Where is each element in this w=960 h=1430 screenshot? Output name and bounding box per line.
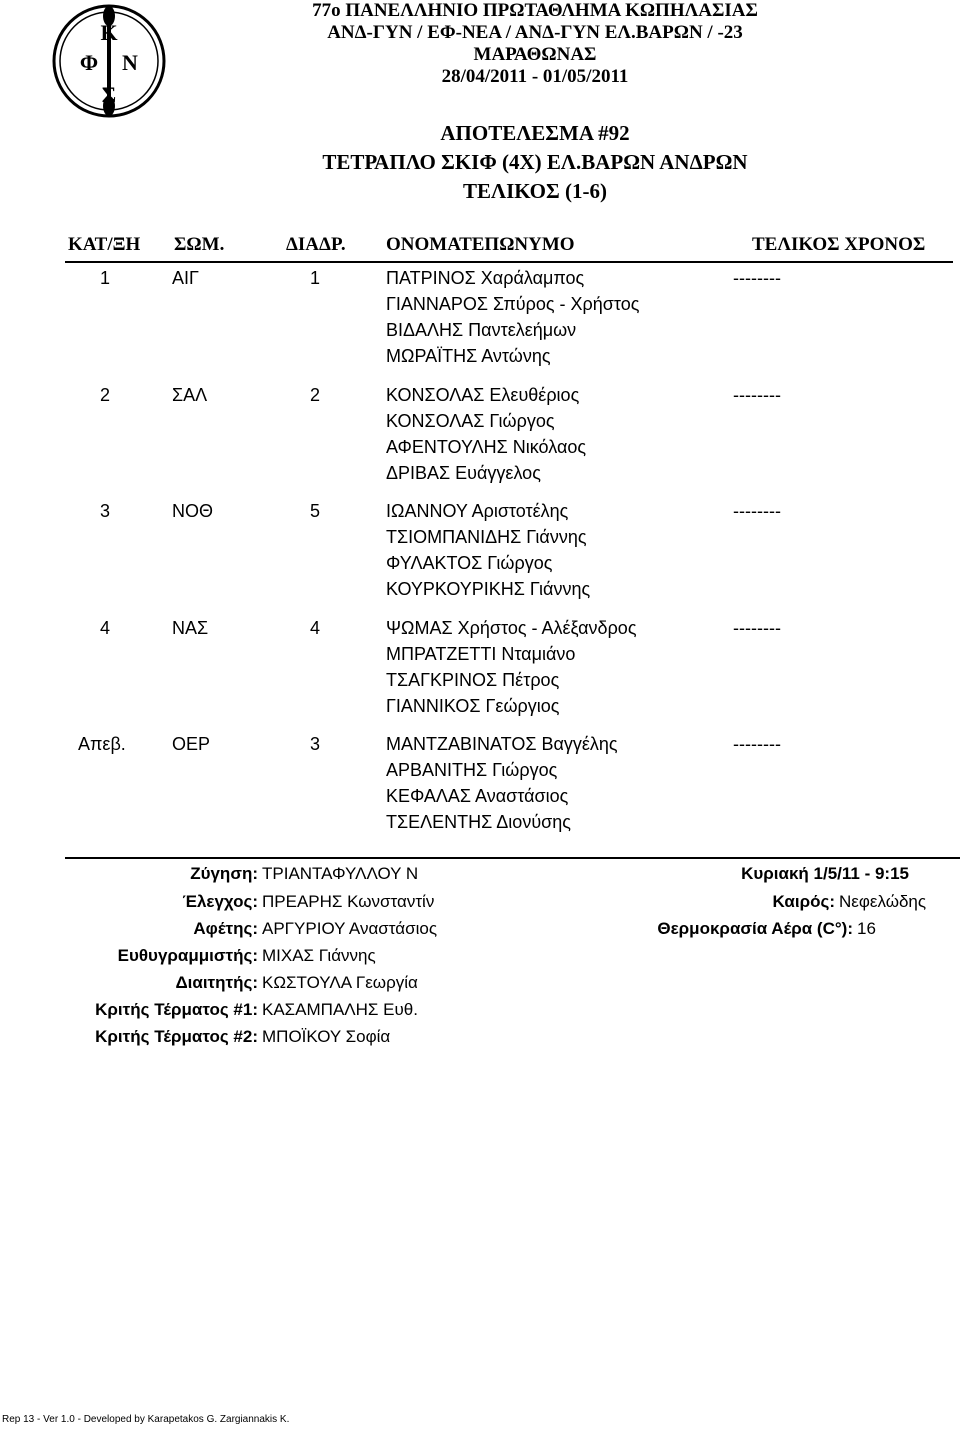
club: ΝΟΘ xyxy=(172,501,214,521)
logo-letter-k: Κ xyxy=(100,20,118,45)
final-time: -------- xyxy=(733,734,781,754)
column-names: ΟΝΟΜΑΤΕΠΩΝΥΜΟ xyxy=(386,234,575,255)
rank: 3 xyxy=(100,501,111,521)
rower-name: ΑΦΕΝΤΟΥΛΗΣ Νικόλαος xyxy=(386,437,587,457)
rower-name: ΓΙΑΝΝΑΡΟΣ Σπύρος - Χρήστος xyxy=(386,294,640,314)
result-number: ΑΠΟΤΕΛΕΣΜΑ #92 xyxy=(440,121,630,145)
official-name: ΜΠΟΪΚΟΥ Σοφία xyxy=(262,1027,391,1046)
column-club: ΣΩΜ. xyxy=(174,234,225,255)
race-round: ΤΕΛΙΚΟΣ (1-6) xyxy=(463,179,607,203)
rank: 4 xyxy=(100,618,111,638)
column-lane: ΔΙΑΔΡ. xyxy=(286,234,346,255)
lane: 5 xyxy=(310,501,321,521)
event-name: ΤΕΤΡΑΠΛΟ ΣΚΙΦ (4Χ) ΕΛ.ΒΑΡΩΝ ΑΝΔΡΩΝ xyxy=(322,150,748,174)
final-time: -------- xyxy=(733,268,781,288)
lane: 3 xyxy=(310,734,321,754)
lane: 2 xyxy=(310,385,321,405)
official-label: Κριτής Τέρματος #1: xyxy=(95,1000,258,1019)
rank: 2 xyxy=(100,385,111,405)
rower-name: ΤΣΑΓΚΡΙΝΟΣ Πέτρος xyxy=(386,670,560,690)
official-label: Ευθυγραμμιστής: xyxy=(117,946,258,965)
official-name: ΜΙΧΑΣ Γιάννης xyxy=(262,946,376,965)
race-datetime: Κυριακή 1/5/11 - 9:15 xyxy=(741,864,909,883)
rower-name: ΦΥΛΑΚΤΟΣ Γιώργος xyxy=(386,553,553,573)
logo-letter-s: Σ xyxy=(101,82,117,107)
rower-name: ΚΕΦΑΛΑΣ Αναστάσιος xyxy=(386,786,569,806)
rower-name: ΜΠΡΑΤΖΕΤΤΙ Νταμιάνο xyxy=(386,644,576,664)
official-name: ΑΡΓΥΡΙΟΥ Αναστάσιος xyxy=(262,919,438,938)
federation-logo xyxy=(50,2,168,120)
official-label: Έλεγχος: xyxy=(182,892,258,911)
weather-label: Καιρός: xyxy=(772,892,835,911)
rower-name: ΓΙΑΝΝΙΚΟΣ Γεώργιος xyxy=(386,696,560,716)
column-final-time: ΤΕΛΙΚΟΣ ΧΡΟΝΟΣ xyxy=(752,234,926,255)
final-time: -------- xyxy=(733,501,781,521)
official-label: Αφέτης: xyxy=(193,919,258,938)
official-name: ΠΡΕΑΡΗΣ Κωνσταντίν xyxy=(262,892,435,911)
official-name: ΚΑΣΑΜΠΑΛΗΣ Ευθ. xyxy=(262,1000,418,1019)
rower-name: ΜΩΡΑΪΤΗΣ Αντώνης xyxy=(386,346,551,366)
rower-name: ΑΡΒΑΝΙΤΗΣ Γιώργος xyxy=(386,760,558,780)
officials-divider xyxy=(65,857,960,859)
rower-name: ΔΡΙΒΑΣ Ευάγγελος xyxy=(386,463,541,483)
club: ΟΕΡ xyxy=(172,734,211,754)
event-dates: 28/04/2011 - 01/05/2011 xyxy=(441,66,629,87)
club: ΣΑΛ xyxy=(172,385,208,405)
weather-value: Νεφελώδης xyxy=(839,892,927,911)
official-label: Ζύγηση: xyxy=(190,864,258,883)
report-footer: Rep 13 - Ver 1.0 - Developed by Karapetakos G. Zargiannakis K. xyxy=(2,1414,290,1425)
rower-name: ΨΩΜΑΣ Χρήστος - Αλέξανδρος xyxy=(386,618,637,638)
official-label: Διαιτητής: xyxy=(175,973,258,992)
official-label: Κριτής Τέρματος #2: xyxy=(95,1027,258,1046)
rank: 1 xyxy=(100,268,111,288)
logo-letter-n: Ν xyxy=(122,50,138,75)
rower-name: ΚΟΥΡΚΟΥΡΙΚΗΣ Γιάννης xyxy=(386,579,591,599)
logo-letter-f: Φ xyxy=(79,50,99,75)
rower-name: ΤΣΙΟΜΠΑΝΙΔΗΣ Γιάννης xyxy=(386,527,587,547)
header-divider xyxy=(65,261,953,263)
club: ΝΑΣ xyxy=(172,618,209,638)
rower-name: ΜΑΝΤΖΑΒΙΝΑΤΟΣ Βαγγέλης xyxy=(386,734,618,754)
lane: 1 xyxy=(310,268,321,288)
rank: Απεβ. xyxy=(78,734,126,754)
club: ΑΙΓ xyxy=(172,268,199,288)
rower-name: ΚΟΝΣΟΛΑΣ Ελευθέριος xyxy=(386,385,580,405)
final-time: -------- xyxy=(733,385,781,405)
temperature-value: 16 xyxy=(857,919,876,938)
rower-name: ΤΣΕΛΕΝΤΗΣ Διονύσης xyxy=(386,812,571,832)
venue: ΜΑΡΑΘΩΝΑΣ xyxy=(473,44,597,65)
rower-name: ΙΩΑΝΝΟΥ Αριστοτέλης xyxy=(386,501,569,521)
final-time: -------- xyxy=(733,618,781,638)
rower-name: ΠΑΤΡΙΝΟΣ Χαράλαμπος xyxy=(386,268,585,288)
rower-name: ΚΟΝΣΟΛΑΣ Γιώργος xyxy=(386,411,555,431)
column-rank: ΚΑΤ/ΞΗ xyxy=(68,234,141,255)
lane: 4 xyxy=(310,618,321,638)
temperature-label: Θερμοκρασία Αέρα (C°): xyxy=(657,919,853,938)
rower-name: ΒΙΔΑΛΗΣ Παντελεήμων xyxy=(386,320,577,340)
official-name: ΚΩΣΤΟΥΛΑ Γεωργία xyxy=(262,973,418,992)
championship-title: 77ο ΠΑΝΕΛΛΗΝΙΟ ΠΡΩΤΑΘΛΗΜΑ ΚΩΠΗΛΑΣΙΑΣ xyxy=(312,0,758,21)
official-name: ΤΡΙΑΝΤΑΦΥΛΛΟΥ Ν xyxy=(262,864,419,883)
categories-line: ΑΝΔ-ΓΥΝ / ΕΦ-ΝΕΑ / ΑΝΔ-ΓΥΝ ΕΛ.ΒΑΡΩΝ / -23 xyxy=(327,22,743,43)
